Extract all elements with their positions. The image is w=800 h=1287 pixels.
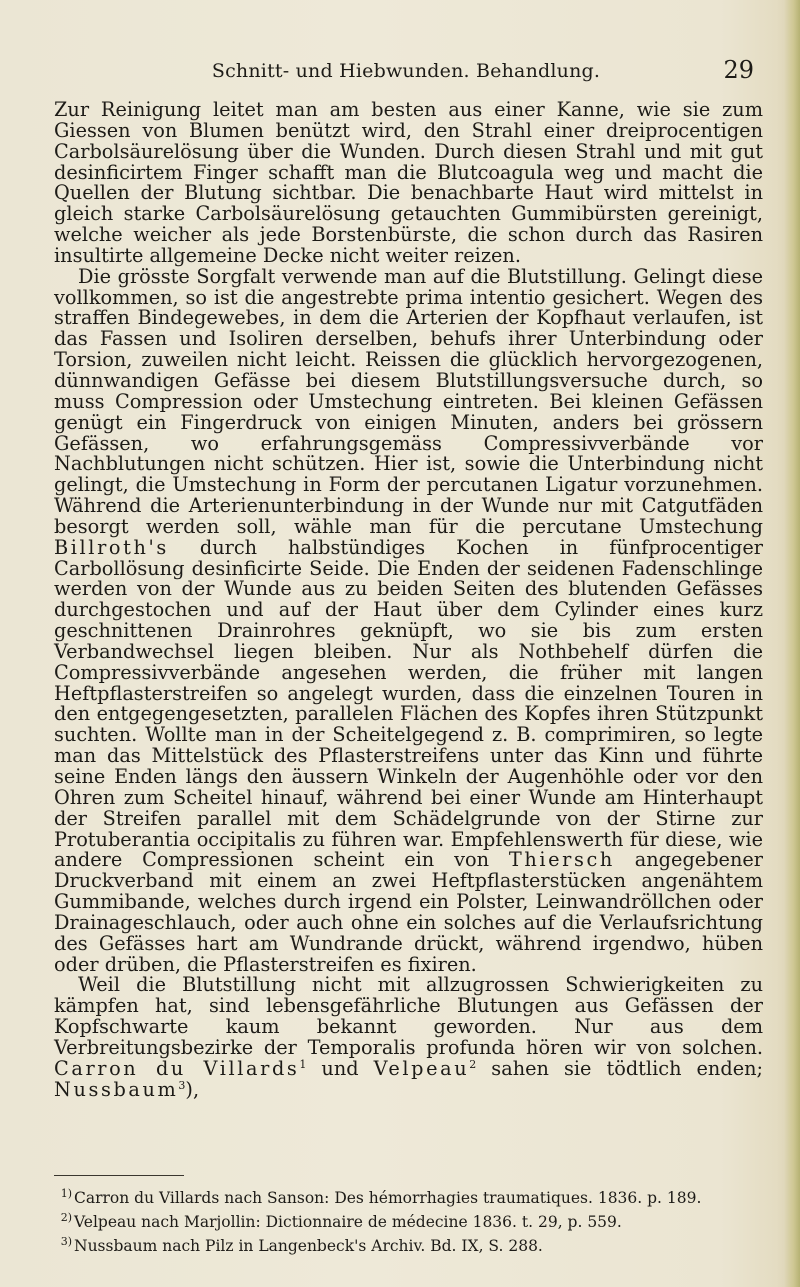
footnote-marker: 3) xyxy=(60,1235,72,1248)
page-number: 29 xyxy=(723,56,754,84)
text-run: angegebener Druckverband mit einem an zwei Heftpflasterstücken angenähtem Gummibande, welches durch irgend ein Polster, Leinwandröllchen oder Drainageschlauch, oder auch ohne ein solches auf die Verlaufsrichtung des Gefässes hart am Wundrande drückt, während irgendwo, hüben oder drüben, die Pflasterstreifen es fixiren. xyxy=(54,848,763,976)
text-run: und xyxy=(306,1056,374,1080)
footnote-text: Velpeau nach Marjollin: Dictionnaire de médecine 1836. t. 29, p. 559. xyxy=(74,1213,622,1231)
footnote-item xyxy=(54,1184,763,1208)
text-run: sahen sie tödtlich enden; xyxy=(476,1056,764,1080)
author-name: Nussbaum xyxy=(54,1077,179,1101)
footnotes xyxy=(54,1184,763,1256)
running-head: Schnitt- und Hiebwunden. Behandlung. xyxy=(211,60,601,82)
page-edge-discoloration xyxy=(784,0,800,1287)
text-run: Die grösste Sorgfalt verwende man auf die Blutstillung. Gelingt diese vollkommen, so ist die angestrebte prima intentio gesichert. Wegen des straffen Bindegewebes, in dem die Arterien der Kopfhaut verlaufen, ist das Fassen und Isoliren derselben, behufs ihrer Unterbindung oder Torsion, zuweilen nicht leicht. Reissen die glücklich hervorgezogenen, dünnwandigen Gefässe bei diesem Blutstillungsversuche durch, so muss Compression oder Umstechung eintreten. Bei kleinen Gefässen genügt ein Fingerdruck von einigen Minuten, anders bei grössern Gefässen, wo erfahrungsgemäss Compressivverbände vor Nachblutungen nicht schützen. Hier ist, sowie die Unterbindung nicht gelingt, die Umstechung in Form der percutanen Ligatur vorzunehmen. Während die Arterienunterbindung in der Wunde nur mit Catgutfäden besorgt werden soll, wähle man für die percutane Umstechung xyxy=(54,264,763,538)
author-name: Carron du Villards xyxy=(54,1056,300,1080)
footnote-item xyxy=(54,1232,763,1256)
footnote-rule xyxy=(54,1175,184,1176)
text-run: ), xyxy=(185,1077,200,1101)
footnote-reference: 1 xyxy=(299,1057,307,1071)
author-name: Thiersch xyxy=(508,848,615,872)
footnote-text: Nussbaum nach Pilz in Langenbeck's Archiv. Bd. IX, S. 288. xyxy=(74,1237,543,1255)
text-run: Weil die Blutstillung nicht mit allzugrossen Schwierigkeiten zu kämpfen hat, sind lebensgefährliche Blutungen aus Gefässen der Kopfschwarte kaum bekannt geworden. Nur aus dem Verbreitungsbezirke der Temporalis profunda hören wir von solchen. xyxy=(54,973,763,1059)
text-run: Zur Reinigung leitet man am besten aus einer Kanne, wie sie zum Giessen von Blumen benützt wird, den Strahl einer dreiprocentigen Carbolsäurelösung über die Wunden. Durch diesen Strahl und mit gut desinficirtem Finger schafft man die Blutcoagula weg und macht die Quellen der Blutung sichtbar. Die benachbarte Haut wird mittelst in gleich starke Carbolsäurelösung getauchten Gummibürsten gereinigt, welche weicher als jede Borstenbürste, die schon durch das Rasiren insultirte allgemeine Decke nicht weiter reizen. xyxy=(54,98,763,267)
footnote-item xyxy=(54,1208,763,1232)
paragraph-cleaning xyxy=(54,100,763,267)
footnote-reference: 2 xyxy=(469,1057,477,1071)
footnote-marker: 1) xyxy=(60,1187,72,1200)
footnote-reference: 3 xyxy=(178,1078,186,1092)
body-text xyxy=(54,100,763,1101)
text-run: durch halbstündiges Kochen in fünfprocentiger Carbollösung desinficirte Seide. Die Enden der seidenen Fadenschlinge werden von der Wunde aus zu beiden Seiten des blutenden Gefässes durchgestochen und auf der Haut über dem Cylinder eines kurz geschnittenen Drainrohres geknüpft, wo sie bis zum ersten Verbandwechsel liegen bleiben. Nur als Nothbehelf dürfen die Compressivverbände angesehen werden, die früher mit langen Heftpflasterstreifen so angelegt wurden, dass die einzelnen Touren in den entgegengesetzten, parallelen Flächen des Kopfes ihren Stützpunkt suchten. Wollte man in der Scheitelgegend z. B. comprimiren, so legte man das Mittelstück des Pflasterstreifens unter das Kinn und führte seine Enden längs den äussern Winkeln der Augenhöhle oder vor den Ohren zum Scheitel hinauf, während bei einer Wunde am Hinterhaupt der Streifen parallel mit dem Schädelgrunde von der Stirne zur Protuberantia occipitalis zu führen war. Empfehlenswerth für diese, wie andere Compressionen scheint ein von xyxy=(54,535,763,872)
paragraph-dangerous-bleeding xyxy=(54,975,763,1100)
author-name: Velpeau xyxy=(373,1056,470,1080)
footnote-text: Carron du Villards nach Sanson: Des hémorrhagies traumatiques. 1836. p. 189. xyxy=(74,1189,702,1207)
author-name: Billroth's xyxy=(54,535,169,559)
footnote-marker: 2) xyxy=(60,1211,72,1224)
page-header xyxy=(54,56,758,86)
paragraph-hemostasis xyxy=(54,264,763,976)
